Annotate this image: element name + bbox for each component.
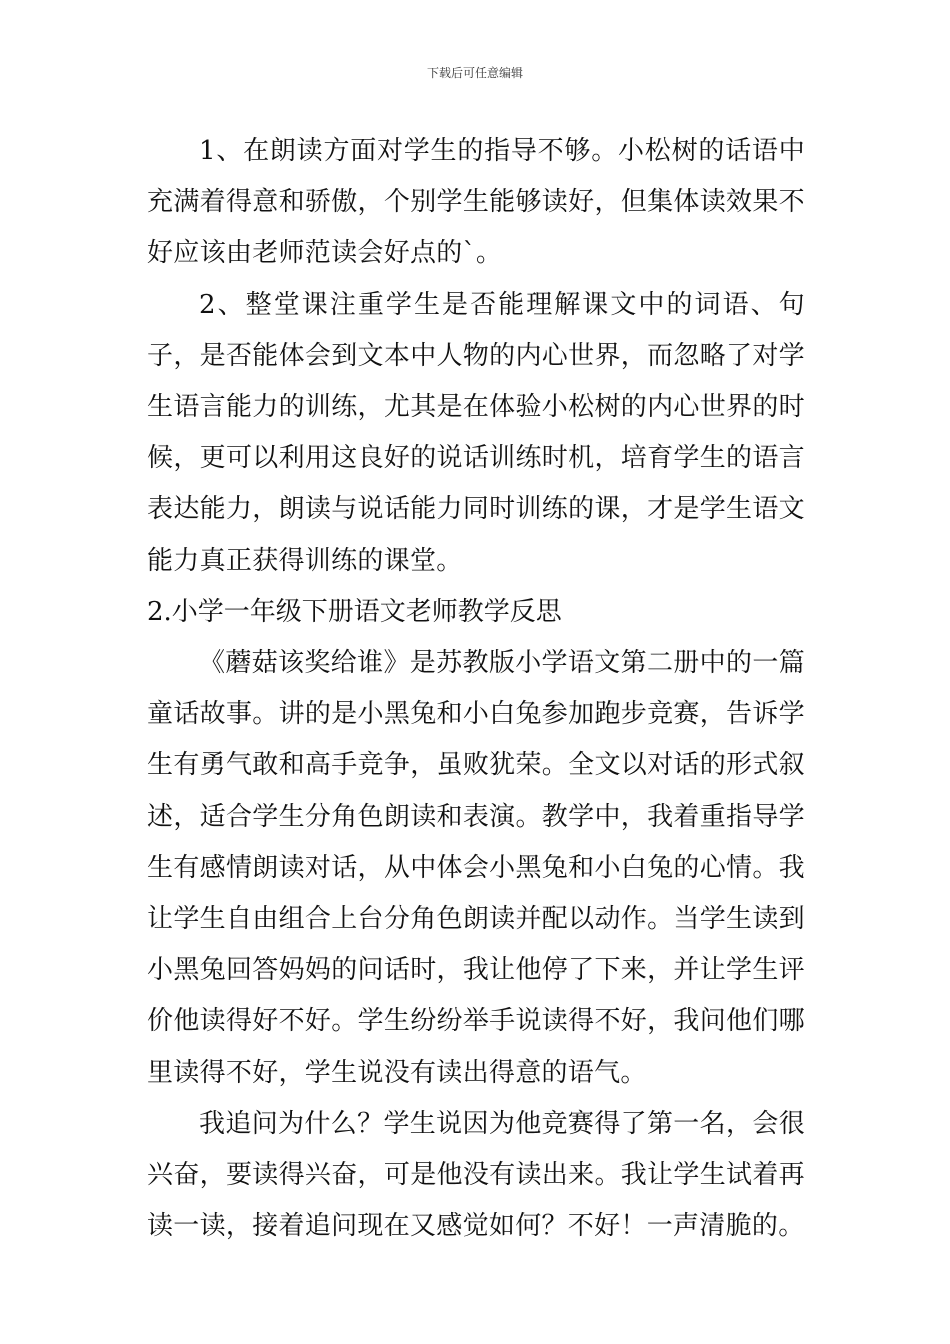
paragraph-4: 我追问为什么？学生说因为他竞赛得了第一名，会很兴奋，要读得兴奋，可是他没有读出来。我让学生试着再读一读，接着追问现在又感觉如何？不好！一声清脆的。 bbox=[147, 1108, 805, 1242]
document-body bbox=[147, 126, 805, 1252]
section-heading: 2.小学一年级下册语文老师教学反思 bbox=[147, 596, 562, 627]
paragraph-2: 2、整堂课注重学生是否能理解课文中的词语、句子，是否能体会到文本中人物的内心世界，而忽略了对学生语言能力的训练，尤其是在体验小松树的内心世界的时候，更可以利用这良好的说话训练时机，培育学生的语言表达能力，朗读与说话能力同时训练的课，才是学生语文能力真正获得训练的课堂。 bbox=[147, 289, 805, 576]
paragraph-1: 1、在朗读方面对学生的指导不够。小松树的话语中充满着得意和骄傲，个别学生能够读好，但集体读效果不好应该由老师范读会好点的`。 bbox=[147, 136, 805, 269]
paragraph-3: 《蘑菇该奖给谁》是苏教版小学语文第二册中的一篇童话故事。讲的是小黑兔和小白兔参加跑步竞赛，告诉学生有勇气敢和高手竞争，虽败犹荣。全文以对话的形式叙述，适合学生分角色朗读和表演。教学中，我着重指导学生有感情朗读对话，从中体会小黑兔和小白兔的心情。我让学生自由组合上台分角色朗读并配以动作。当学生读到小黑兔回答妈妈的问话时，我让他停了下来，并让学生评价他读得好不好。学生纷纷举手说读得不好，我问他们哪里读得不好，学生说没有读出得意的语气。 bbox=[147, 648, 805, 1088]
page-header: 下载后可任意编辑 bbox=[426, 66, 523, 80]
